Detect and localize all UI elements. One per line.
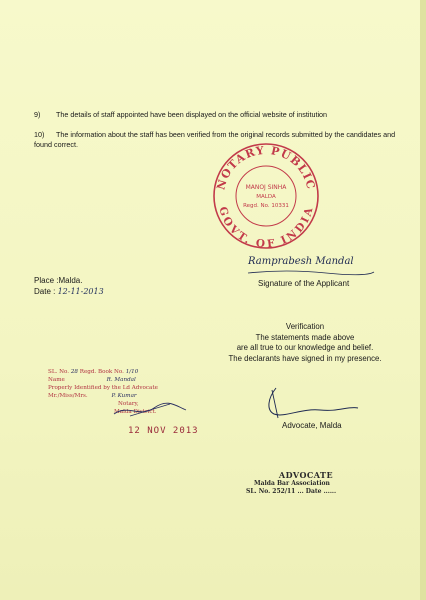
item-9-text: The details of staff appointed have been displayed on the official website of institution bbox=[56, 110, 328, 119]
notary-scribble-signature bbox=[110, 400, 190, 420]
item-10-number: 10) bbox=[34, 130, 45, 139]
place-line bbox=[34, 276, 82, 286]
verification-line-2: are all true to our knowledge and belief. bbox=[236, 343, 374, 352]
page-edge bbox=[420, 0, 426, 600]
seal-top-text: NOTARY PUBLIC bbox=[214, 143, 318, 192]
stamp-sl-value: 28 bbox=[70, 369, 78, 375]
advocate-stamp-title: ADVOCATE bbox=[278, 470, 334, 480]
advocate-stamp-sl: SL. No. 252/11 ... Date ...... bbox=[246, 488, 337, 495]
verification-line-3: The declarants have signed in my presence. bbox=[228, 353, 382, 363]
stamp-sl-line bbox=[48, 368, 198, 376]
date-value: 12-11-2013 bbox=[57, 287, 104, 296]
advocate-signature bbox=[262, 384, 362, 422]
stamp-book-label: Regd. Book No. bbox=[79, 369, 124, 375]
seal-place: MALDA bbox=[256, 194, 276, 200]
advocate-malda-label: Advocate, Malda bbox=[282, 421, 342, 430]
verification-block bbox=[210, 322, 400, 364]
date-label: Date : bbox=[34, 287, 56, 296]
verification-line-1: The statements made above bbox=[255, 332, 355, 342]
seal-regd: Regd. No. 10331 bbox=[243, 203, 289, 209]
applicant-signature-label: Signature of the Applicant bbox=[258, 279, 350, 288]
stamp-district-line: Malda District. bbox=[114, 409, 157, 415]
stamp-mr-line bbox=[48, 392, 198, 400]
item-9 bbox=[34, 110, 394, 120]
stamp-notary-line: Notary, bbox=[118, 401, 139, 407]
stamp-mr-value: P. Kumar bbox=[111, 393, 137, 399]
stamp-identified-line: Properly Identified by the Ld Advocate bbox=[48, 385, 158, 391]
verification-title: Verification bbox=[285, 322, 325, 331]
place-label: Place : bbox=[34, 276, 59, 285]
place-value: Malda. bbox=[58, 276, 83, 285]
seal-bottom-text: GOVT. OF INDIA bbox=[216, 205, 316, 251]
advocate-stamp-association: Malda Bar Association bbox=[254, 480, 330, 487]
advocate-stamp bbox=[246, 470, 396, 496]
stamp-name-label: Name bbox=[48, 377, 65, 383]
stamp-name-value: R. Mandal bbox=[106, 377, 136, 383]
stamp-sl-label: SL. No. bbox=[48, 369, 70, 375]
item-9-number: 9) bbox=[34, 110, 41, 119]
applicant-signature: Ramprabesh Mandal bbox=[248, 256, 354, 267]
notary-seal bbox=[210, 140, 322, 252]
item-10-text: The information about the staff has been verified from the original records submitted by the candidates and found correct. bbox=[34, 130, 396, 149]
stamp-name-line bbox=[48, 376, 198, 384]
stamp-book-value: 1/10 bbox=[125, 369, 139, 375]
stamp-mr-label: Mr./Miss/Mrs. bbox=[48, 393, 88, 399]
signature-underline bbox=[246, 268, 376, 276]
seal-name: MANOJ SINHA bbox=[245, 184, 287, 191]
date-stamp: 12 NOV 2013 bbox=[128, 426, 199, 436]
date-line bbox=[34, 287, 104, 297]
